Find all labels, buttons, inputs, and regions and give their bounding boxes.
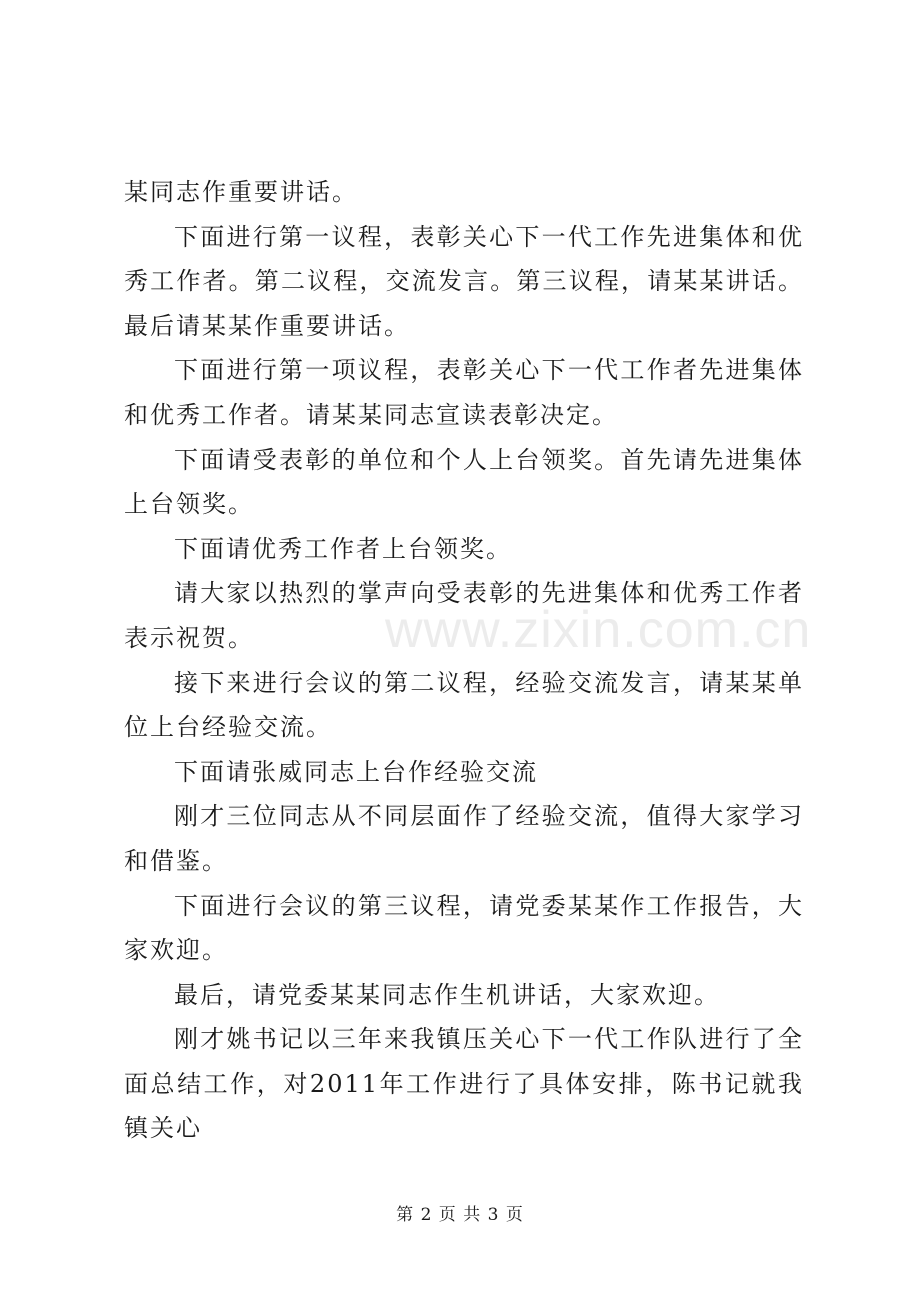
paragraph-4: 下面请受表彰的单位和个人上台领奖。首先请先进集体上台领奖。 xyxy=(124,445,804,519)
paragraph-12: 刚才姚书记以三年来我镇压关心下一代工作队进行了全面总结工作，对2011年工作进行了具体安排，陈书记就我镇关心 xyxy=(124,1025,804,1143)
watermark-text: www.zixin.com.cn xyxy=(385,601,812,659)
paragraph-9: 刚才三位同志从不同层面作了经验交流，值得大家学习和借鉴。 xyxy=(124,802,804,875)
paragraph-11: 最后，请党委某某同志作生机讲话，大家欢迎。 xyxy=(174,980,720,1009)
paragraph-10: 下面进行会议的第三议程，请党委某某作工作报告，大家欢迎。 xyxy=(124,891,804,965)
document-body xyxy=(124,170,804,1151)
paragraph-3: 下面进行第一项议程，表彰关心下一代工作者先进集体和优秀工作者。请某某同志宣读表彰决定。 xyxy=(124,356,804,429)
paragraph-8: 下面请张威同志上台作经验交流 xyxy=(174,757,538,786)
page-footer: 第 2 页 共 3 页 xyxy=(396,1205,524,1225)
paragraph-6: 请大家以热烈的掌声向受表彰的先进集体和优秀工作者表示祝贺。 xyxy=(124,579,804,652)
paragraph-2: 下面进行第一议程，表彰关心下一代工作先进集体和优秀工作者。第二议程，交流发言。第三议程，请某某讲话。最后请某某作重要讲话。 xyxy=(124,222,804,340)
paragraph-7: 接下来进行会议的第二议程，经验交流发言，请某某单位上台经验交流。 xyxy=(124,668,804,742)
paragraph-5: 下面请优秀工作者上台领奖。 xyxy=(174,534,512,563)
paragraph-1: 某同志作重要讲话。 xyxy=(124,178,358,206)
